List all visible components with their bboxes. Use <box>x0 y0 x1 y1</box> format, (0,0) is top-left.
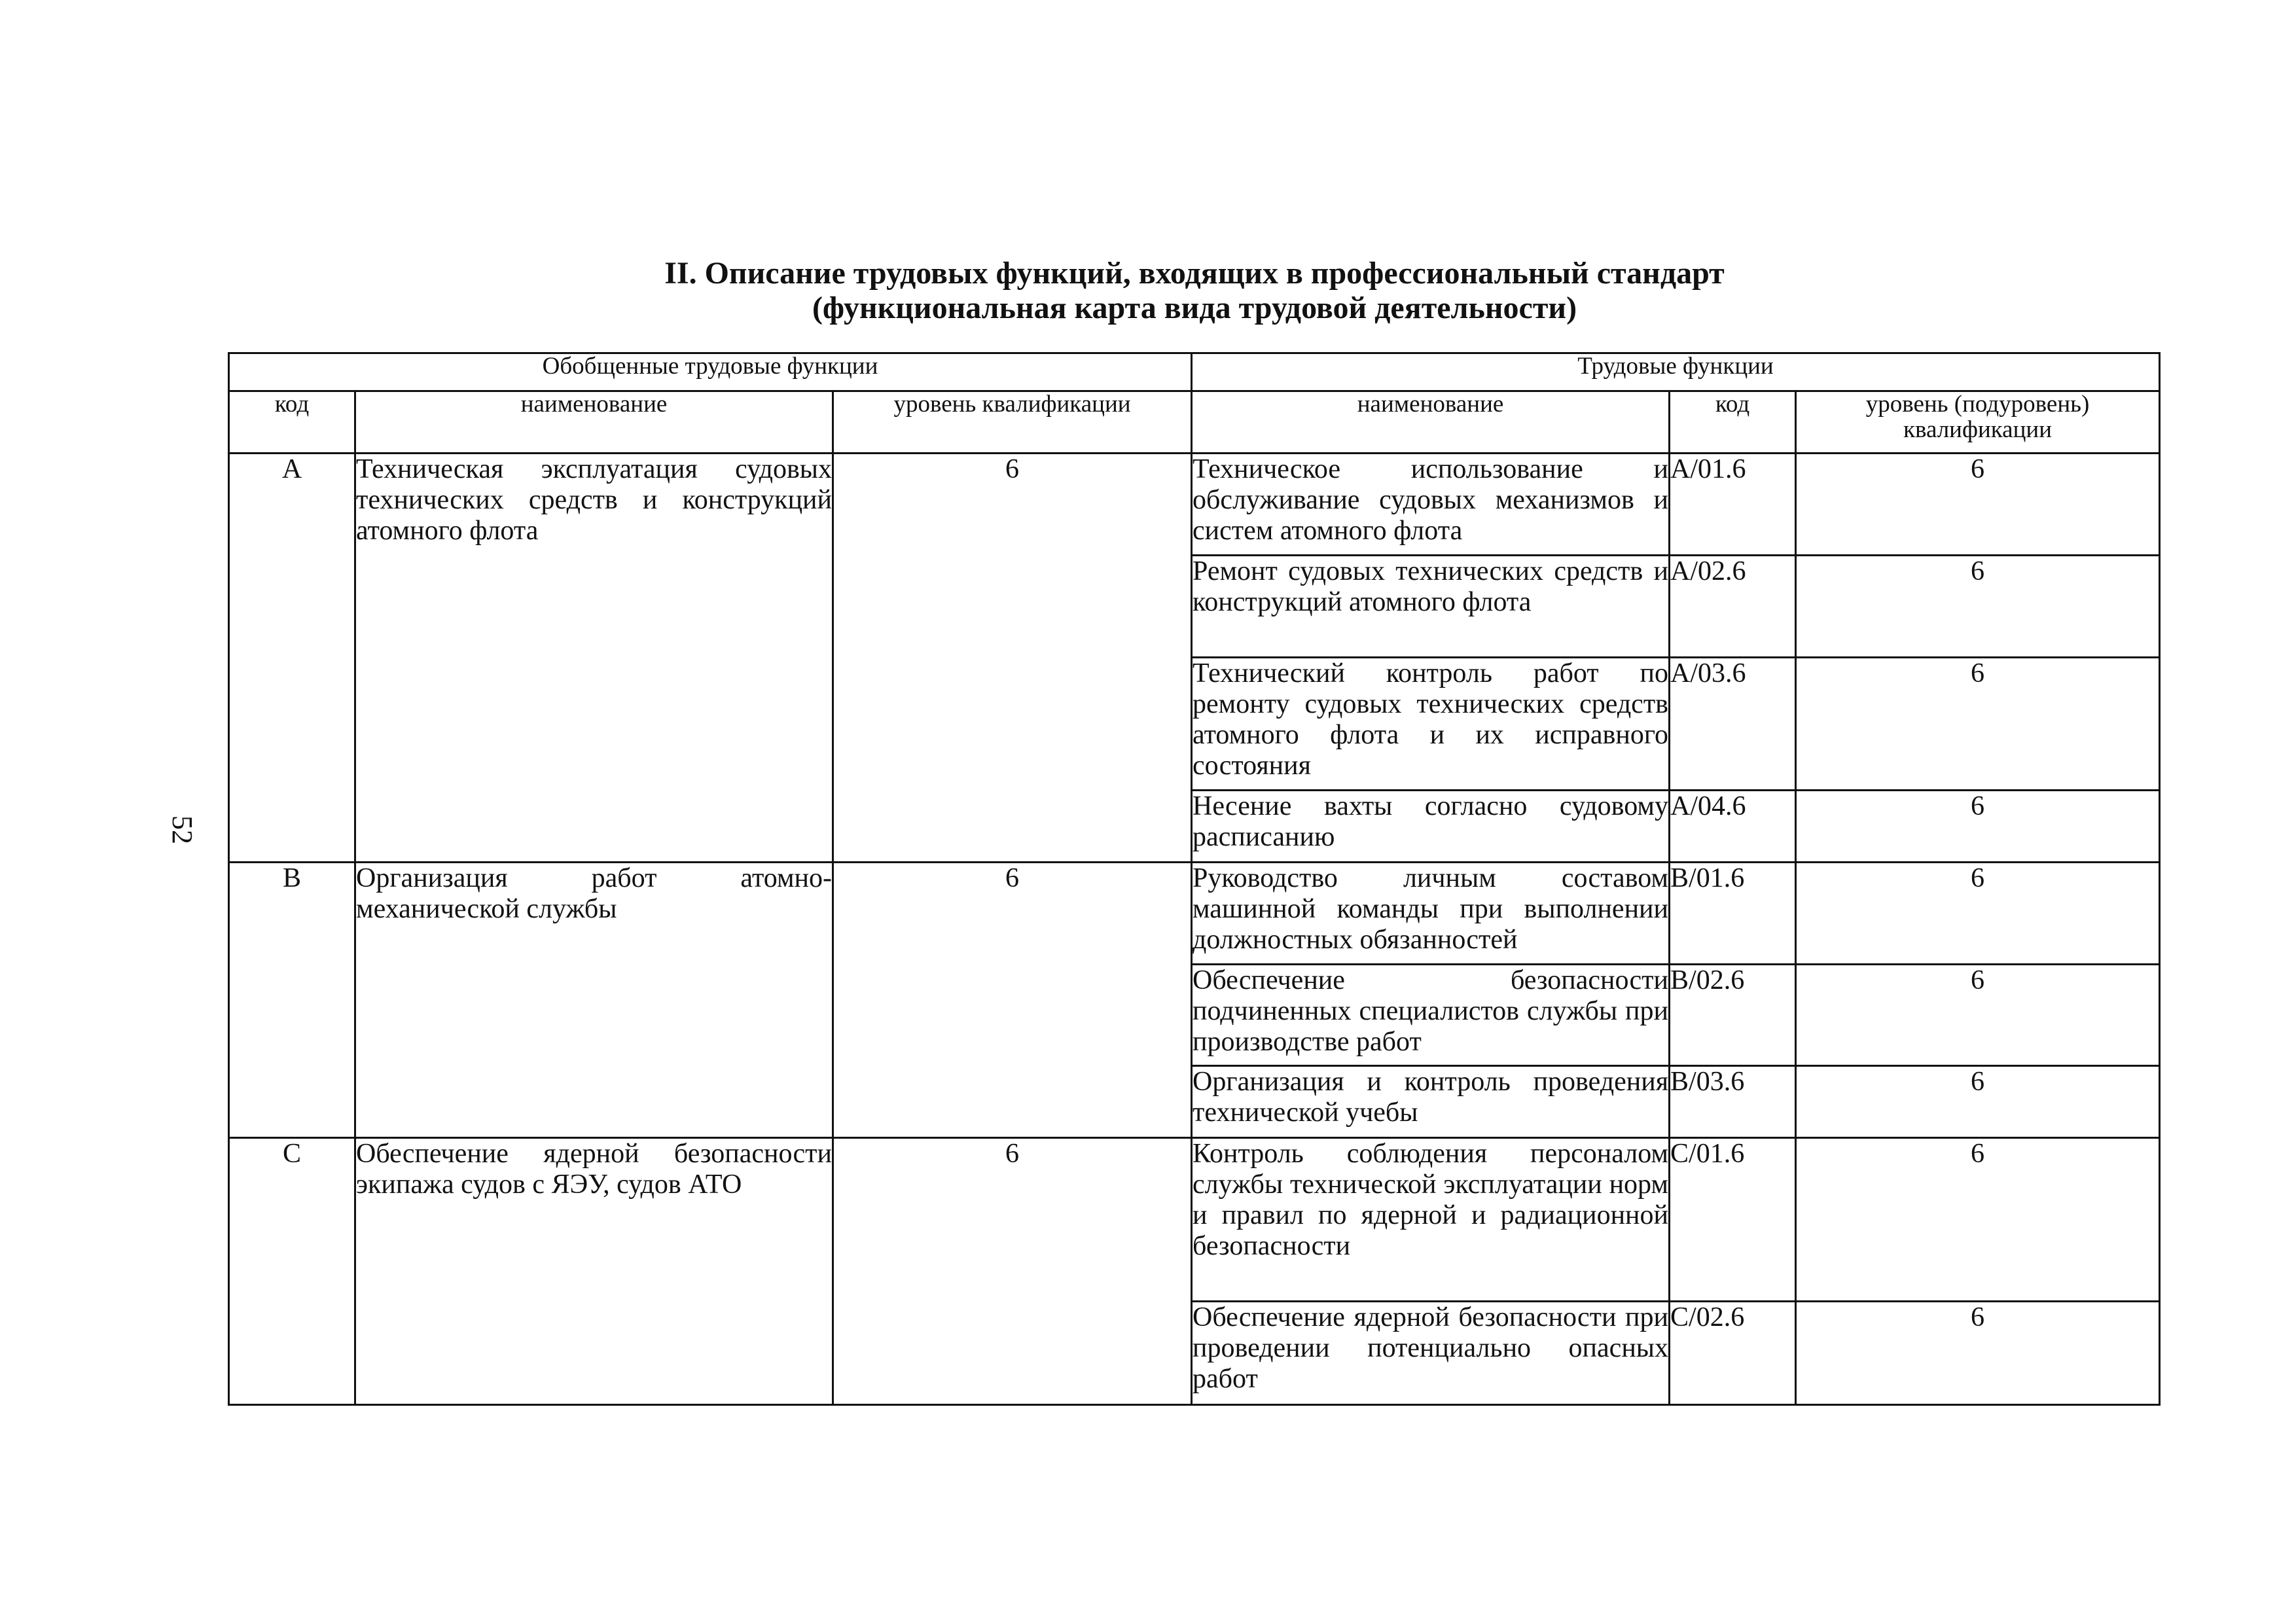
function-name-column-header: наименование <box>1192 391 1670 454</box>
generalized-function-level: 6 <box>833 863 1192 1138</box>
code-column-header: код <box>229 391 355 454</box>
function-code-column-header: код <box>1670 391 1796 454</box>
labor-function-code: A/01.6 <box>1670 454 1796 556</box>
labor-function-code: C/01.6 <box>1670 1138 1796 1302</box>
labor-function-level: 6 <box>1796 791 2160 863</box>
labor-function-level: 6 <box>1796 1302 2160 1405</box>
qualification-level-column-header: уровень квалификации <box>833 391 1192 454</box>
labor-function-name: Контроль соблюдения персоналом службы технической эксплуатации норм и правил по ядерной и радиационной безопасности <box>1192 1138 1670 1302</box>
table-row <box>229 1138 2160 1302</box>
labor-function-level: 6 <box>1796 454 2160 556</box>
labor-function-level: 6 <box>1796 965 2160 1066</box>
generalized-function-name: Техническая эксплуатация судовых технических средств и конструкций атомного флота <box>355 454 833 863</box>
generalized-function-code: C <box>229 1138 355 1405</box>
labor-function-level: 6 <box>1796 1066 2160 1138</box>
labor-function-level: 6 <box>1796 658 2160 791</box>
labor-function-name: Ремонт судовых технических средств и конструкций атомного флота <box>1192 556 1670 658</box>
table-row <box>229 454 2160 556</box>
table-row <box>229 863 2160 965</box>
labor-function-name: Обеспечение ядерной безопасности при проведении потенциально опасных работ <box>1192 1302 1670 1405</box>
labor-function-level: 6 <box>1796 1138 2160 1302</box>
title-line-1: II. Описание трудовых функций, входящих в профессиональный стандарт <box>664 256 1725 291</box>
section-title <box>223 257 2166 326</box>
labor-function-code: B/02.6 <box>1670 965 1796 1066</box>
labor-function-name: Организация и контроль проведения технической учебы <box>1192 1066 1670 1138</box>
sublevel-column-header: уровень (подуровень) квалификации <box>1796 391 2160 454</box>
group-header-row <box>229 353 2160 391</box>
labor-functions-header: Трудовые функции <box>1192 353 2160 391</box>
generalized-function-code: A <box>229 454 355 863</box>
labor-function-code: C/02.6 <box>1670 1302 1796 1405</box>
labor-function-name: Техническое использование и обслуживание судовых механизмов и систем атомного флота <box>1192 454 1670 556</box>
generalized-function-level: 6 <box>833 1138 1192 1405</box>
labor-function-level: 6 <box>1796 863 2160 965</box>
labor-function-name: Несение вахты согласно судовому расписанию <box>1192 791 1670 863</box>
labor-function-code: A/04.6 <box>1670 791 1796 863</box>
labor-function-name: Руководство личным составом машинной команды при выполнении должностных обязанностей <box>1192 863 1670 965</box>
title-line-2: (функциональная карта вида трудовой деятельности) <box>812 290 1577 325</box>
labor-function-code: A/03.6 <box>1670 658 1796 791</box>
labor-function-code: B/03.6 <box>1670 1066 1796 1138</box>
generalized-functions-header: Обобщенные трудовые функции <box>229 353 1192 391</box>
labor-function-name: Технический контроль работ по ремонту судовых технических средств атомного флота и их исправного состояния <box>1192 658 1670 791</box>
generalized-function-name: Обеспечение ядерной безопасности экипажа судов с ЯЭУ, судов АТО <box>355 1138 833 1405</box>
labor-function-name: Обеспечение безопасности подчиненных специалистов службы при производстве работ <box>1192 965 1670 1066</box>
page-number: 52 <box>166 815 198 844</box>
generalized-function-level: 6 <box>833 454 1192 863</box>
labor-function-code: A/02.6 <box>1670 556 1796 658</box>
functional-map-table <box>228 352 2161 1406</box>
column-header-row <box>229 391 2160 454</box>
generalized-function-name: Организация работ атомно-механической службы <box>355 863 833 1138</box>
labor-function-level: 6 <box>1796 556 2160 658</box>
name-column-header: наименование <box>355 391 833 454</box>
generalized-function-code: B <box>229 863 355 1138</box>
labor-function-code: B/01.6 <box>1670 863 1796 965</box>
